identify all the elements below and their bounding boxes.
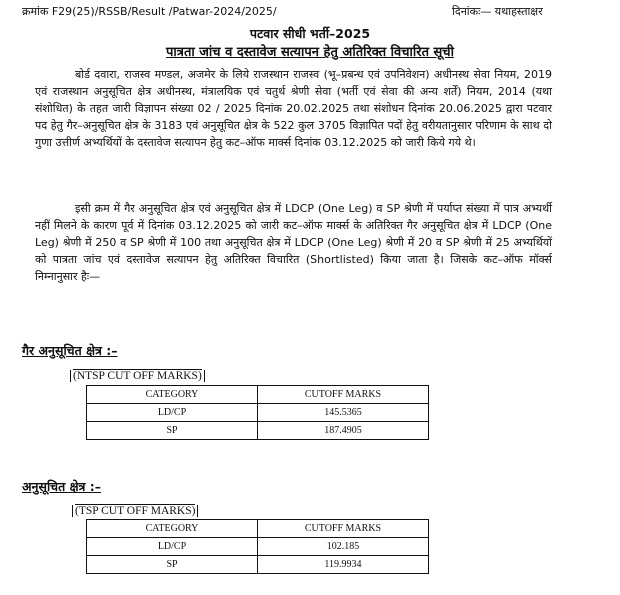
- reference-number: क्रमांक F29(25)/RSSB/Result /Patwar-2024/2025/: [22, 5, 277, 18]
- ntsp-heading: गैर अनुसूचित क्षेत्र :–: [22, 343, 118, 358]
- table-cell: 119.9934: [258, 556, 429, 574]
- column-header: CATEGORY: [87, 520, 258, 538]
- table-cell: SP: [87, 422, 258, 440]
- tsp-caption: (TSP CUT OFF MARKS): [72, 505, 198, 517]
- table-cell: LD/CP: [87, 538, 258, 556]
- table-row: [87, 404, 429, 422]
- table-header-row: [87, 386, 429, 404]
- table-cell: LD/CP: [87, 404, 258, 422]
- table-row: [87, 556, 429, 574]
- table-cell: 187.4905: [258, 422, 429, 440]
- table-cell: SP: [87, 556, 258, 574]
- ntsp-caption: (NTSP CUT OFF MARKS): [70, 370, 205, 382]
- paragraph-2: इसी क्रम में गैर अनुसूचित क्षेत्र एवं अनुसूचित क्षेत्र में LDCP (One Leg) व SP श्रेणी में पर्याप्त संख्या में पात्र अभ्यर्थी नहीं मिलने के कारण पूर्व में दिनांक 03.12.2025 को जारी कट–ऑफ मार्क्स के अतिरिक्त गैर अनुसूचित क्षेत्र में LDCP (One Leg) श्रेणी में 250 व SP श्रेणी में 100 तथा अनुसूचित क्षेत्र में LDCP (One Leg) श्रेणी में 20 व SP श्रेणी में 25 अभ्यर्थियों को पात्रता जांच एवं दस्तावेज सत्यापन हेतु अतिरिक्त विचारित (Shortlisted) किया जाता है। जिसके कट–ऑफ मॉर्क्स निम्नानुसार हैः—: [35, 202, 552, 283]
- tsp-table: [86, 519, 429, 574]
- date-line: दिनांकः— यथाहस्ताक्षर: [452, 5, 543, 18]
- table-cell: 102.185: [258, 538, 429, 556]
- table-row: [87, 422, 429, 440]
- column-header: CUTOFF MARKS: [258, 520, 429, 538]
- page-subtitle: पात्रता जांच व दस्तावेज सत्यापन हेतु अतिरिक्त विचारित सूची: [166, 45, 454, 60]
- table-cell: 145.5365: [258, 404, 429, 422]
- tsp-heading: अनुसूचित क्षेत्र :–: [22, 479, 102, 494]
- table-row: [87, 538, 429, 556]
- column-header: CUTOFF MARKS: [258, 386, 429, 404]
- page-title: पटवार सीधी भर्ती–2025: [249, 26, 371, 41]
- paragraph-1: बोर्ड दवारा, राजस्व मण्डल, अजमेर के लिये राजस्थान राजस्व (भू–प्रबन्ध एवं उपनिवेशन) अधीनस्थ सेवा नियम, 2019 एवं राजस्थान अनुसूचित क्षेत्र अधीनस्थ, मंत्रालयिक एवं चतुर्थ श्रेणी सेवा (भर्ती एवं सेवा की अन्य शर्तें) नियम, 2014 (यथा संशोधित) के तहत जारी विज्ञापन संख्या 02 / 2025 दिनांक 20.02.2025 तथा संशोधन दिनांक 20.06.2025 द्वारा पटवार पद हेतु गैर–अनुसूचित क्षेत्र के 3183 एवं अनुसूचित क्षेत्र के 522 कुल 3705 विज्ञापित पदों हेतु वरीयतानुसार परिणाम के साथ दो गुणा उत्तीर्ण अभ्यर्थियों के दस्तावेज सत्यापन हेतु कट–ऑफ मार्क्स दिनांक 03.12.2025 को जारी किये गये थे।: [35, 68, 552, 149]
- ntsp-table: [86, 385, 429, 440]
- column-header: CATEGORY: [87, 386, 258, 404]
- table-header-row: [87, 520, 429, 538]
